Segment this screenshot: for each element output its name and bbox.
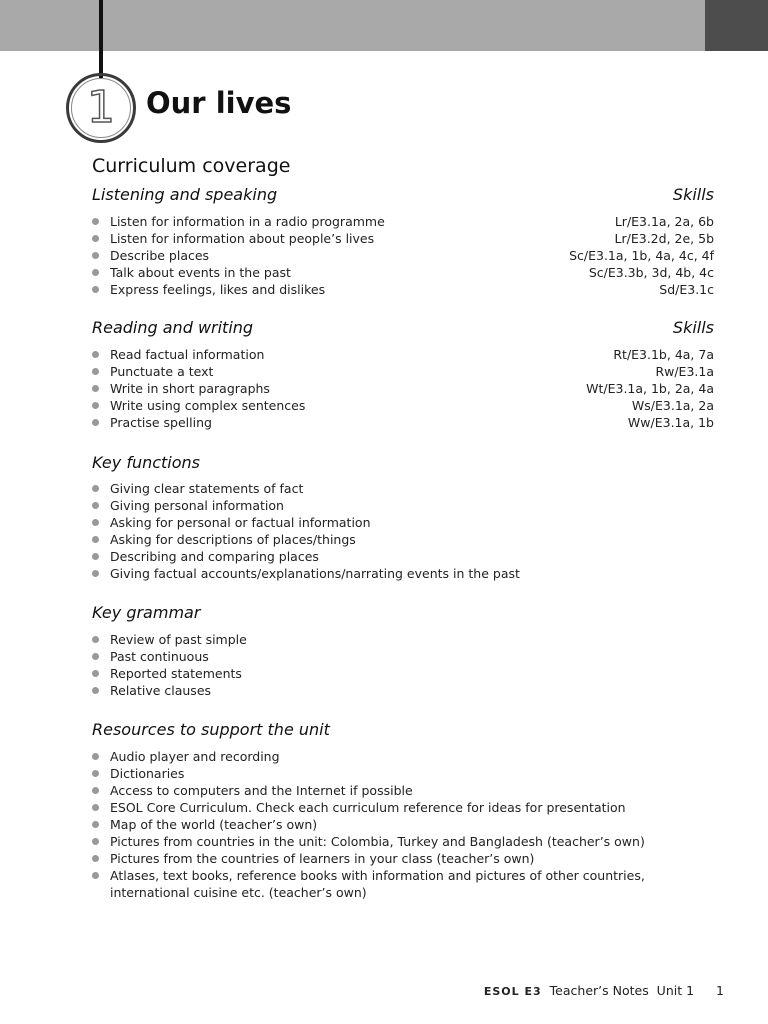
curriculum-ref: Lr/E3.1a, 2a, 6b: [614, 214, 714, 229]
reading-skills-label: Skills: [672, 318, 714, 337]
page-number: 1: [716, 983, 724, 998]
list-item: [92, 816, 714, 833]
header-band: [0, 0, 705, 51]
item-text: Write using complex sentences: [110, 398, 306, 413]
bullet-icon: [92, 368, 99, 375]
curriculum-ref: Lr/E3.2d, 2e, 5b: [614, 231, 714, 246]
footer-brand: ESOL E3: [483, 985, 542, 998]
bullet-icon: [92, 804, 99, 811]
page-footer: [484, 983, 724, 998]
list-item: [92, 799, 714, 816]
list-item: [92, 247, 714, 264]
list-item: [92, 213, 714, 230]
listening-list: [92, 213, 714, 298]
bullet-icon: [92, 770, 99, 777]
coverage-title: Curriculum coverage: [92, 155, 291, 177]
list-item: [92, 230, 714, 247]
grammar-list: [92, 631, 714, 699]
item-text: Listen for information in a radio programme: [110, 214, 385, 229]
curriculum-ref: Wt/E3.1a, 1b, 2a, 4a: [586, 381, 714, 396]
list-item: [92, 782, 714, 799]
unit-title: Our lives: [146, 86, 292, 120]
resources-heading: Resources to support the unit: [92, 720, 330, 739]
item-text: Express feelings, likes and dislikes: [110, 282, 326, 297]
bullet-icon: [92, 787, 99, 794]
list-item: [92, 833, 714, 850]
item-text: Giving factual accounts/explanations/narrating events in the past: [110, 566, 520, 581]
header-vertical-rule: [99, 0, 103, 78]
bullet-icon: [92, 855, 99, 862]
bullet-icon: [92, 653, 99, 660]
bullet-icon: [92, 753, 99, 760]
list-item: [92, 380, 714, 397]
list-item: [92, 665, 714, 682]
bullet-icon: [92, 502, 99, 509]
list-item: [92, 397, 714, 414]
curriculum-ref: Sc/E3.3b, 3d, 4b, 4c: [588, 265, 714, 280]
curriculum-ref: Ws/E3.1a, 2a: [631, 398, 714, 413]
item-text: Talk about events in the past: [110, 265, 291, 280]
bullet-icon: [92, 218, 99, 225]
item-text: Relative clauses: [110, 683, 212, 698]
bullet-icon: [92, 687, 99, 694]
list-item: [92, 346, 714, 363]
item-text: Map of the world (teacher’s own): [110, 817, 318, 832]
item-text: Pictures from the countries of learners in your class (teacher’s own): [110, 851, 535, 866]
list-item: [92, 363, 714, 380]
list-item: [92, 648, 714, 665]
bullet-icon: [92, 519, 99, 526]
item-text: Past continuous: [110, 649, 209, 664]
list-item: [92, 548, 714, 565]
unit-number-badge-inner: [71, 78, 131, 138]
list-item: [92, 748, 714, 765]
curriculum-ref: Sd/E3.1c: [659, 282, 714, 297]
bullet-icon: [92, 821, 99, 828]
grammar-heading: Key grammar: [92, 603, 201, 622]
functions-heading: Key functions: [92, 453, 201, 472]
listening-heading: [92, 185, 714, 204]
curriculum-ref: Rt/E3.1b, 4a, 7a: [613, 347, 714, 362]
list-item: [92, 264, 714, 281]
item-text: Review of past simple: [110, 632, 247, 647]
bullet-icon: [92, 385, 99, 392]
bullet-icon: [92, 553, 99, 560]
item-text: Describe places: [110, 248, 210, 263]
resources-list: [92, 748, 714, 901]
list-item: [92, 414, 714, 431]
item-text: Punctuate a text: [110, 364, 214, 379]
item-text: Write in short paragraphs: [110, 381, 270, 396]
item-text: Dictionaries: [110, 766, 185, 781]
item-text: Practise spelling: [110, 415, 212, 430]
bullet-icon: [92, 636, 99, 643]
item-text: Asking for personal or factual information: [110, 515, 371, 530]
item-text: Access to computers and the Internet if possible: [110, 783, 413, 798]
list-item: [92, 765, 714, 782]
list-item: [92, 531, 714, 548]
item-text: Giving clear statements of fact: [110, 481, 304, 496]
item-text: Asking for descriptions of places/things: [110, 532, 356, 547]
item-text: Describing and comparing places: [110, 549, 319, 564]
item-text: Listen for information about people’s lives: [110, 231, 375, 246]
list-item: [92, 682, 714, 699]
header-band-tab: [705, 0, 768, 51]
list-item: [92, 867, 714, 901]
bullet-icon: [92, 570, 99, 577]
item-text: Pictures from countries in the unit: Colombia, Turkey and Bangladesh (teacher’s own): [110, 834, 645, 849]
list-item: [92, 480, 714, 497]
item-text: Atlases, text books, reference books with information and pictures of other countries, international cuisine etc. (teacher’s own): [110, 868, 645, 900]
listening-heading-label: Listening and speaking: [92, 185, 278, 204]
bullet-icon: [92, 485, 99, 492]
footer-text: Teacher’s Notes Unit 1: [549, 983, 695, 998]
list-item: [92, 565, 714, 582]
bullet-icon: [92, 838, 99, 845]
bullet-icon: [92, 419, 99, 426]
bullet-icon: [92, 872, 99, 879]
curriculum-ref: Sc/E3.1a, 1b, 4a, 4c, 4f: [569, 248, 714, 263]
list-item: [92, 850, 714, 867]
bullet-icon: [92, 286, 99, 293]
item-text: Audio player and recording: [110, 749, 280, 764]
reading-heading: [92, 318, 714, 337]
item-text: Giving personal information: [110, 498, 284, 513]
item-text: ESOL Core Curriculum. Check each curriculum reference for ideas for presentation: [110, 800, 626, 815]
bullet-icon: [92, 351, 99, 358]
bullet-icon: [92, 252, 99, 259]
reading-heading-label: Reading and writing: [92, 318, 254, 337]
functions-list: [92, 480, 714, 582]
curriculum-ref: Ww/E3.1a, 1b: [627, 415, 714, 430]
bullet-icon: [92, 402, 99, 409]
item-text: Reported statements: [110, 666, 242, 681]
unit-number: 1: [87, 82, 115, 133]
list-item: [92, 514, 714, 531]
listening-skills-label: Skills: [672, 185, 714, 204]
bullet-icon: [92, 670, 99, 677]
item-text: Read factual information: [110, 347, 265, 362]
bullet-icon: [92, 235, 99, 242]
list-item: [92, 497, 714, 514]
list-item: [92, 281, 714, 298]
list-item: [92, 631, 714, 648]
curriculum-ref: Rw/E3.1a: [655, 364, 714, 379]
reading-list: [92, 346, 714, 431]
bullet-icon: [92, 536, 99, 543]
bullet-icon: [92, 269, 99, 276]
